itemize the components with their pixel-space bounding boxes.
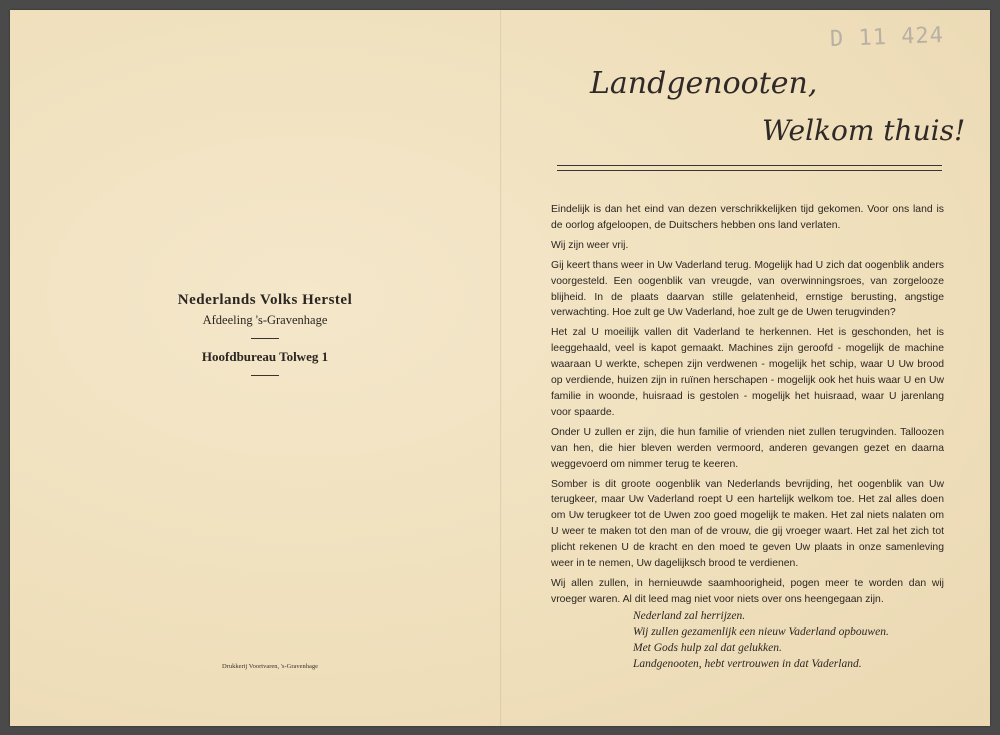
closing-line: Landgenooten, hebt vertrouwen in dat Vaderland. bbox=[633, 658, 862, 670]
body-text bbox=[551, 202, 944, 612]
left-panel bbox=[160, 292, 370, 386]
closing-verse bbox=[633, 608, 953, 672]
closing-line: Wij zullen gezamenlijk een nieuw Vaderland opbouwen. bbox=[633, 626, 889, 638]
title-line-1: Landgenooten, bbox=[590, 66, 818, 101]
printer-credit: Drukkerij Voortvaren, 's-Gravenhage bbox=[221, 663, 319, 670]
department-name: Afdeeling 's-Gravenhage bbox=[202, 313, 328, 327]
leaflet-sheet bbox=[10, 10, 990, 726]
archive-number: D 11 424 bbox=[829, 23, 945, 52]
title-double-rule bbox=[557, 165, 942, 171]
title-line-2: Welkom thuis! bbox=[762, 114, 966, 147]
paragraph: Onder U zullen er zijn, die hun familie of vrienden niet zullen terugvinden. Talloozen van hen, die hier bleven werden vermoord, anderen gevangen gezet en daarna weggevoerd om nimmer terug te keeren. bbox=[551, 426, 944, 470]
paragraph: Eindelijk is dan het eind van dezen verschrikkelijken tijd gekomen. Voor ons land is de oorlog afgeloopen, de Duitschers hebben ons land verlaten. bbox=[551, 204, 944, 231]
divider bbox=[251, 375, 279, 376]
paragraph: Wij allen zullen, in hernieuwde saamhoorigheid, pogen meer te worden dan wij vroeger waren. Al dit leed mag niet voor niets over ons heengegaan zijn. bbox=[551, 577, 944, 605]
office-address: Hoofdbureau Tolweg 1 bbox=[201, 349, 329, 364]
organisation-name: Nederlands Volks Herstel bbox=[177, 292, 353, 308]
divider bbox=[251, 338, 279, 339]
closing-line: Met Gods hulp zal dat gelukken. bbox=[633, 642, 782, 654]
center-fold bbox=[500, 10, 502, 726]
paragraph: Somber is dit groote oogenblik van Nederlands bevrijding, het oogenblik van Uw terugkeer, maar Uw Vaderland roept U een hartelijk welkom toe. Het zal alles doen om Uw terugkeer tot de Uwen zoo goed mogelijk te maken. Het zal niets nalaten om U weer te maken tot den man of de vrouw, die gij vroeger waart. Het zal het zich tot plicht rekenen U de kracht en den moed te geven Uw plaats in onze samenleving weer in te nemen, Uw dagelijksch brood te verdienen. bbox=[551, 478, 944, 570]
paragraph: Het zal U moeilijk vallen dit Vaderland te herkennen. Het is geschonden, het is leeggehaald, veel is kapot gemaakt. Machines zijn geroofd - mogelijk de machine waaraan U werkte, schepen zijn verdwenen - mogelijk het schip, waar U Uw brood op verdiende, huizen zijn in ruïnen herschapen - mogelijk ook het huis waar U en Uw familie in woonde, huisraad is gestolen - mogelijk het huisraad, waar U jarenlang voor spaarde. bbox=[551, 327, 944, 418]
closing-line: Nederland zal herrijzen. bbox=[633, 610, 746, 622]
paragraph: Gij keert thans weer in Uw Vaderland terug. Mogelijk had U zich dat oogenblik anders voorgesteld. Een oogenblik van vreugde, van overwinningsroes, van zorgelooze blijheid. In de plaats daarvan stille gelatenheid, ernstige berusting, angstige verwachting. Hoe zult ge Uw Vaderland, hoe zult ge de Uwen terugvinden? bbox=[551, 259, 944, 319]
paragraph: Wij zijn weer vrij. bbox=[551, 239, 629, 251]
